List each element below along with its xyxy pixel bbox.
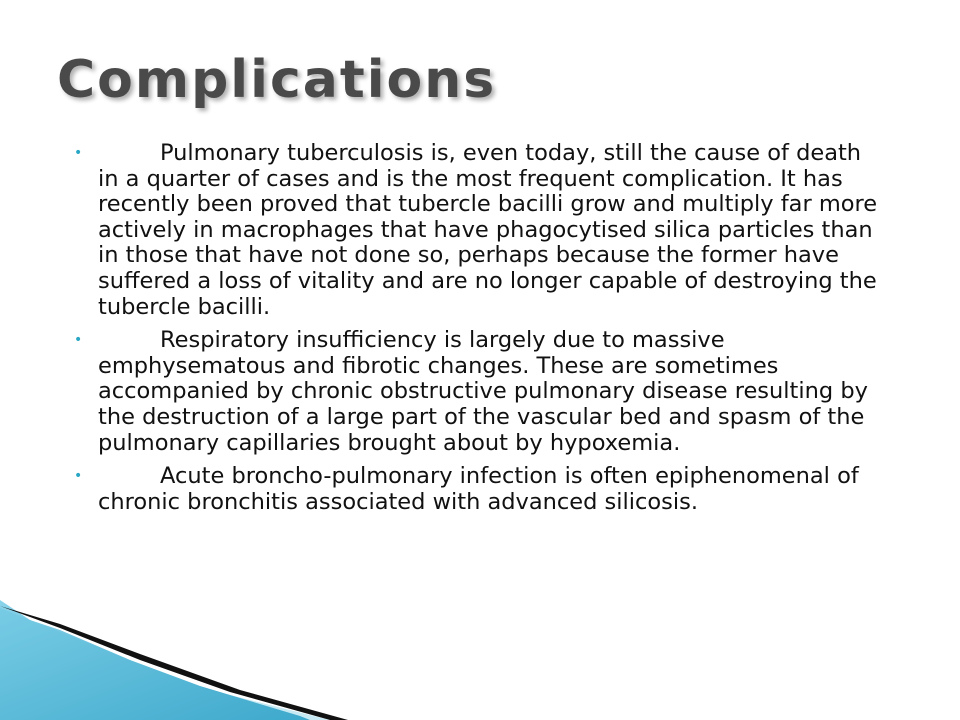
bullet-item bbox=[70, 328, 880, 456]
bullet-icon: • bbox=[74, 332, 83, 349]
bullet-icon: • bbox=[74, 145, 83, 161]
bullet-icon: • bbox=[74, 468, 83, 485]
bullet-text: Pulmonary tuberculosis is, even today, still the cause of death in a quarter of cases and is the most frequent complication. It has recently been proved that tubercle bacilli grow and multiply far more actively in macrophages that have phagocytised silica particles than in those that have not done so, perhaps because the former have suffered a loss of vitality and are no longer capable of destroying the tubercle bacilli. bbox=[98, 140, 878, 320]
slide-body bbox=[70, 141, 880, 523]
bullet-item bbox=[70, 141, 880, 320]
bullet-text: Acute broncho-pulmonary infection is often epiphenomenal of chronic bronchitis associated with advanced silicosis. bbox=[98, 463, 859, 515]
bullet-text: Respiratory insufficiency is largely due to massive emphysematous and fibrotic changes. These are sometimes accompanied by chronic obstructive pulmonary disease resulting by the destruction of a large part of the vascular bed and spasm of the pulmonary capillaries brought about by hypoxemia. bbox=[98, 327, 868, 456]
corner-decoration bbox=[0, 600, 440, 720]
bullet-item bbox=[70, 464, 880, 515]
slide-title: Complications bbox=[57, 50, 497, 110]
